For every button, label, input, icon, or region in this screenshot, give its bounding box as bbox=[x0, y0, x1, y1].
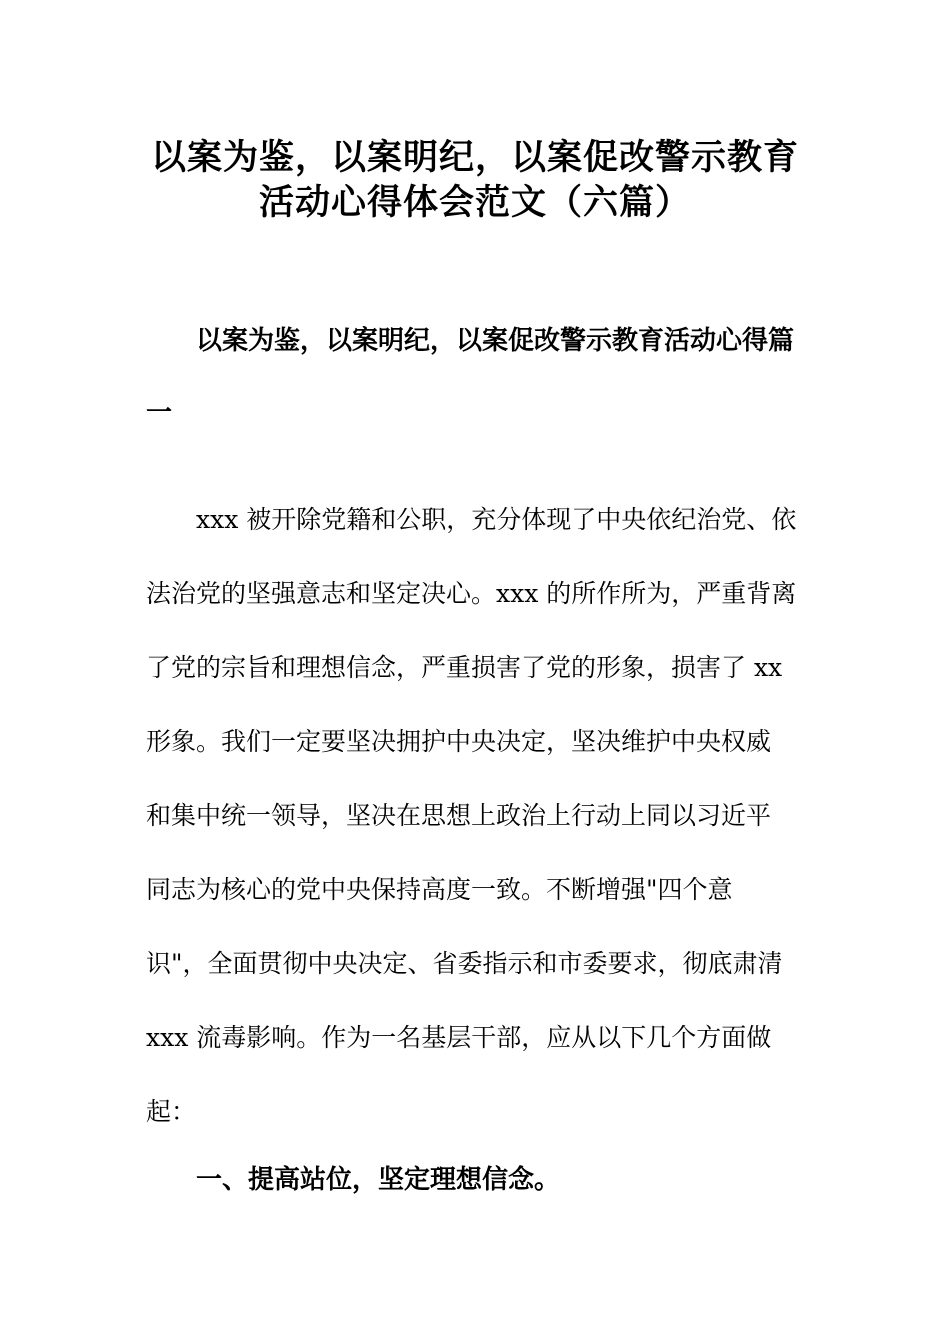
document-title-line-2: 活动心得体会范文（六篇） bbox=[258, 183, 691, 223]
paragraph-line: xxx 流毒影响。作为一名基层干部，应从以下几个方面做 bbox=[146, 1023, 772, 1052]
paragraph-line: 形象。我们一定要坚决拥护中央决定，坚决维护中央权威 bbox=[146, 727, 772, 756]
paragraph-line: 了党的宗旨和理想信念，严重损害了党的形象，损害了 xx bbox=[146, 653, 783, 682]
paragraph-line: 起： bbox=[146, 1097, 197, 1126]
paragraph-line: xxx 被开除党籍和公职，充分体现了中央依纪治党、依 bbox=[196, 505, 797, 534]
paragraph-line: 和集中统一领导，坚决在思想上政治上行动上同以习近平 bbox=[146, 801, 772, 830]
document-title-line-1: 以案为鉴，以案明纪，以案促改警示教育 bbox=[150, 138, 799, 178]
point-heading-1: 一、提高站位，坚定理想信念。 bbox=[196, 1165, 561, 1195]
paragraph-line: 识"，全面贯彻中央决定、省委指示和市委要求，彻底肃清 bbox=[146, 949, 783, 978]
paragraph-line: 法治党的坚强意志和坚定决心。xxx 的所作所为，严重背离 bbox=[146, 579, 797, 608]
paragraph-line: 同志为核心的党中央保持高度一致。不断增强"四个意 bbox=[146, 875, 733, 904]
section-heading-line-1: 以案为鉴，以案明纪，以案促改警示教育活动心得篇 bbox=[196, 326, 795, 356]
section-heading-line-2: 一 bbox=[146, 398, 173, 428]
